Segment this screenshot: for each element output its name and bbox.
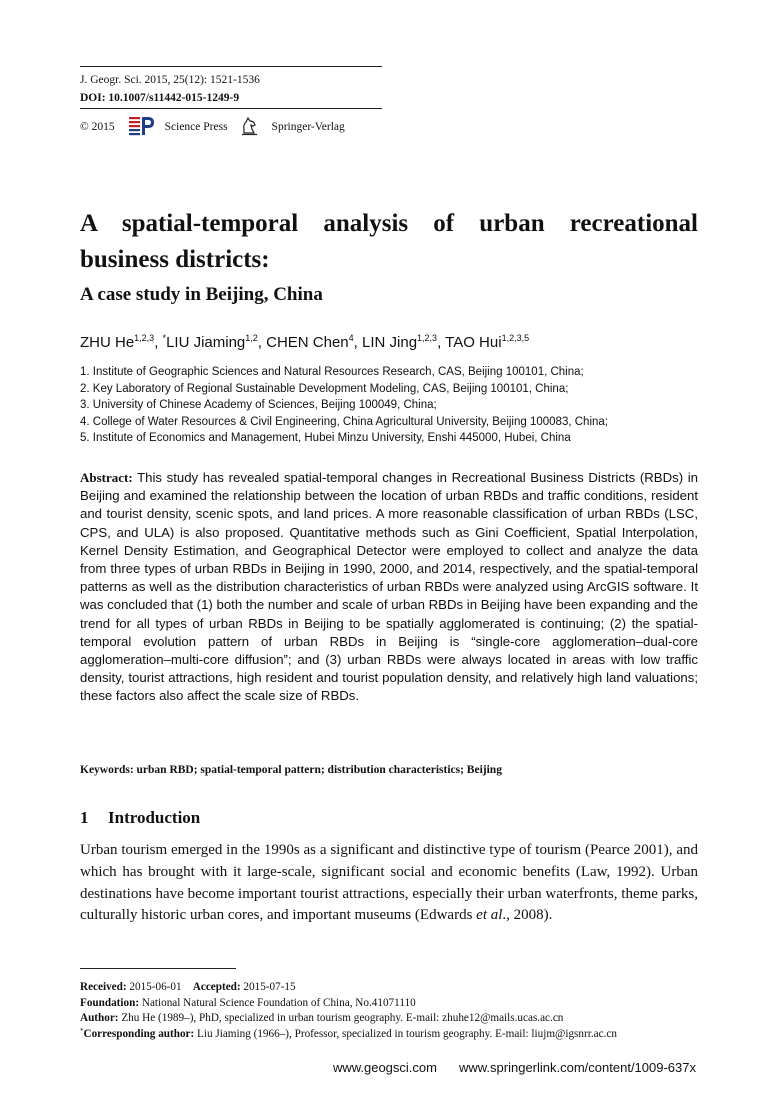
paper-title [80, 206, 698, 278]
received-label: Received: [80, 981, 127, 993]
footer-links [333, 1060, 696, 1075]
abstract-text: This study has revealed spatial-temporal changes in Recreational Business Districts (RBDs) in Beijing and examined the relationship between the location of urban RBDs and traffic conditions, resident and tourist density, scenic spots, and land prices. A more reasonable classification of urban RBDs (LSC, CPS, and ULA) is also proposed. Quantitative methods such as Gini Coefficient, Spatial Interpolation, Kernel Density Estimation, and Geographical Detector were employed to collect and analyze the data from three types of urban RBDs in Beijing in 1990, 2000, and 2014, respectively, and the spatial-temporal patterns as well as the distribution characteristics of urban RBDs were analyzed using ArcGIS software. It was concluded that (1) both the number and scale of urban RBDs in Beijing have been expanding and the trend for all types of urban RBDs in Beijing to be spatially agglomerated is continuing; (2) the spatial-temporal evolution pattern of urban RBDs in Beijing is “single-core agglomeration–dual-core agglomeration–multi-core diffusion”; and (3) urban RBDs were always located in areas with low traffic density, tourist attractions, high resident and tourist population density, and relatively high land valuations; these factors also affect the scale size of RBDs. [80, 470, 698, 704]
corresponding-text: Liu Jiaming (1966–), Professor, specialized in tourism geography. E-mail: liujm@igsnrr.ac.cn [197, 1027, 617, 1040]
science-press-logo-icon [129, 116, 155, 139]
introduction-paragraph [80, 840, 698, 927]
section-title: Introduction [108, 808, 201, 827]
author-name: ZHU He [80, 334, 135, 351]
masthead-rule [80, 108, 382, 109]
accepted-date: 2015-07-15 [243, 981, 296, 993]
paper-title-line-1: A spatial-temporal analysis of urban recreational [80, 210, 698, 237]
affiliation-item: 5. Institute of Economics and Management, Hubei Minzu University, Enshi 445000, Hubei, China [80, 432, 571, 444]
intro-italic-text: et al [476, 907, 503, 924]
publisher-science-press: Science Press [164, 121, 228, 133]
geogsci-link[interactable]: www.geogsci.com [332, 1060, 437, 1075]
affiliation-item: 1. Institute of Geographic Sciences and Natural Resources Research, CAS, Beijing 100101, China; [80, 366, 584, 378]
author-list: ZHU He$^{1,2,3}$, *LIU Jiaming$^{1,2}$, CHEN Chen$^4$, LIN Jing$^{1,2,3}$, TAO Hui$^{1,2,3,5}$ [80, 333, 530, 351]
keywords: Keywords: urban RBD; spatial-temporal pattern; distribution characteristics; Beijing [80, 764, 502, 776]
springer-knight-logo-icon [240, 116, 260, 139]
footnote-rule [80, 968, 236, 969]
foundation-label: Foundation: [80, 996, 140, 1009]
masthead-top-rule [80, 66, 382, 67]
springerlink-link[interactable]: www.springerlink.com/content/1009-637x [458, 1060, 696, 1075]
author-name: LIN Jing [362, 334, 418, 351]
abstract-label: Abstract: [80, 470, 133, 485]
paper-title-line-2: business districts: [80, 246, 270, 273]
affiliation-item: 3. University of Chinese Academy of Sciences, Beijing 100049, China; [80, 399, 437, 411]
author-affiliation-ref: 1,2,3 [417, 333, 438, 343]
publisher-line [80, 117, 382, 137]
affiliation-item: 4. College of Water Resources & Civil Engineering, China Agricultural University, Beijing 100083, China; [80, 415, 608, 428]
corresponding-author-mark: * [162, 333, 167, 343]
publisher-springer: Springer-Verlag [271, 121, 345, 133]
author-label: Author: [80, 1012, 119, 1025]
affiliation-item: 2. Key Laboratory of Regional Sustainable Development Modeling, CAS, Beijing 100101, China; [80, 382, 569, 395]
foundation-text: National Natural Science Foundation of China, No.41071110 [141, 996, 416, 1009]
accepted-label: Accepted: [192, 981, 241, 993]
author-affiliation-ref: 4 [348, 333, 354, 343]
author-name: TAO Hui [445, 334, 502, 351]
received-date: 2015-06-01 [129, 981, 182, 993]
journal-citation: J. Geogr. Sci. 2015, 25(12): 1521-1536 [80, 74, 260, 86]
section-heading-introduction [80, 808, 200, 828]
corresponding-mark: * [80, 1026, 84, 1035]
author-text: Zhu He (1989–), PhD, specialized in urban tourism geography. E-mail: zhuhe12@mails.ucas.ac.cn [121, 1012, 564, 1025]
copyright-year: © 2015 [80, 121, 115, 133]
paper-subtitle: A case study in Beijing, China [80, 284, 323, 305]
author-name: CHEN Chen [266, 334, 349, 351]
author-affiliation-ref: 1,2,3,5 [501, 333, 530, 343]
footnote-corresponding-author [80, 1027, 617, 1043]
footnote-author [80, 1011, 617, 1027]
footnotes [80, 980, 617, 1042]
author-name: LIU Jiaming [166, 334, 246, 351]
section-number: 1 [80, 808, 89, 827]
doi: DOI: 10.1007/s11442-015-1249-9 [80, 92, 240, 104]
abstract [80, 469, 698, 706]
affiliation-list [80, 364, 608, 447]
footnote-dates [80, 980, 617, 996]
author-affiliation-ref: 1,2,3 [134, 333, 155, 343]
corresponding-label: Corresponding author: [83, 1027, 195, 1040]
author-affiliation-ref: 1,2 [245, 333, 258, 343]
journal-masthead [80, 66, 382, 137]
footnote-foundation [80, 996, 617, 1012]
intro-text: Urban tourism emerged in the 1990s as a significant and distinctive type of tourism (Pearce 2001), and which has brought with it large-scale, significant social and economic benefits (Law, 1992). Urban destinations have become important tourist attractions, especially their urban waterfronts, theme parks, culturally historic urban cores, and important museums (Edwards [80, 842, 698, 924]
intro-text-end: ., 2008). [502, 907, 553, 924]
